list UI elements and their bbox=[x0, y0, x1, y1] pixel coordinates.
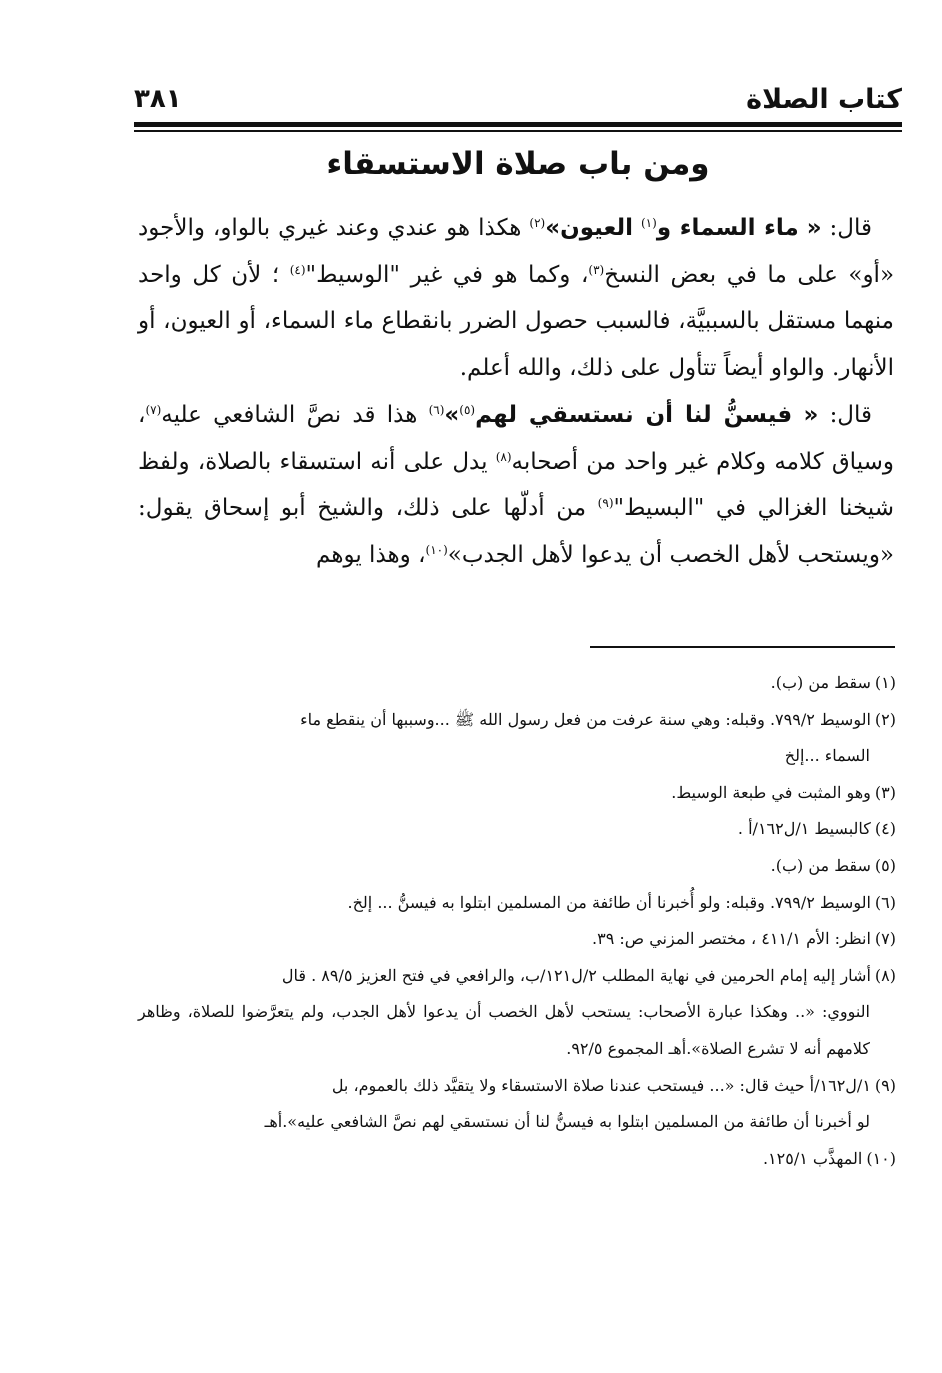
footnote-number: (٧) bbox=[874, 929, 896, 949]
footnote bbox=[138, 958, 896, 995]
header-rule-thin bbox=[134, 130, 902, 132]
footnote-continuation: لو أخبرنا أن طائفة من المسلمين ابتلوا به فيسنُّ لنا أن نستسقي لهم نصَّ الشافعي عليه».أهـ bbox=[264, 1112, 870, 1132]
book-title: كتاب الصلاة bbox=[746, 84, 902, 115]
quote-open: « bbox=[803, 401, 819, 428]
footnote bbox=[138, 702, 896, 739]
footnote-text: الوسيط ٧٩٩/٢. وقبله: وهي سنة عرفت من فعل رسول الله ﷺ ...وسببها أن ينقطع ماء bbox=[300, 709, 871, 729]
text-segment: ، وكما هو في غير "الوسيط" bbox=[305, 261, 589, 288]
footnote bbox=[138, 811, 896, 848]
qal-label: قال: bbox=[829, 215, 873, 241]
header-rule-thick bbox=[134, 122, 902, 127]
footnote-text: أشار إليه إمام الحرمين في نهاية المطلب ٢/ل١٢١/ب، والرافعي في فتح العزيز ٨٩/٥ . قال bbox=[281, 965, 871, 985]
quoted-phrase-2: العيون» bbox=[545, 215, 634, 241]
text-segment: يدل على أنه استسقاء بالصلاة، ولفظ شيخنا الغزالي في "البسيط" bbox=[138, 448, 895, 522]
quote-open: « bbox=[806, 215, 822, 241]
footnote bbox=[138, 665, 896, 702]
footnote-number: (٣) bbox=[874, 782, 896, 802]
page-number: ٣٨١ bbox=[134, 84, 182, 114]
footnote-number: (٩) bbox=[874, 1075, 896, 1095]
running-header bbox=[134, 78, 902, 118]
footnote-text: المهذَّب ١٢٥/١. bbox=[762, 1148, 863, 1168]
footnote-marker-7: (٧) bbox=[145, 402, 162, 417]
footnote-text: الوسيط ٧٩٩/٢. وقبله: ولو أُخبرنا أن طائفة من المسلمين ابتلوا به فيسنُّ ... إلخ. bbox=[347, 892, 871, 912]
footnote-number: (١٠) bbox=[866, 1148, 896, 1168]
main-text bbox=[138, 205, 894, 579]
paragraph-1 bbox=[138, 205, 894, 392]
footnote-number: (٥) bbox=[874, 855, 896, 875]
footnote bbox=[138, 775, 896, 812]
footnote-text: وهو المثبت في طبعة الوسيط. bbox=[671, 782, 871, 802]
footnote-continuation: السماء ...إلخ bbox=[784, 746, 870, 766]
quote-close: » bbox=[444, 401, 460, 428]
footnote bbox=[138, 1141, 896, 1178]
footnote bbox=[138, 885, 896, 922]
footnote-marker-3: (٣) bbox=[588, 262, 605, 277]
footnote-divider bbox=[590, 646, 895, 648]
footnote-number: (٤) bbox=[874, 819, 896, 839]
footnote-marker-10: (١٠) bbox=[425, 542, 448, 557]
paragraph-2 bbox=[138, 392, 894, 579]
footnote-text: كالبسيط ١/ل١٦٢/أ . bbox=[737, 819, 871, 839]
footnote-number: (٨) bbox=[874, 965, 896, 985]
footnote-marker-4: (٤) bbox=[289, 262, 306, 277]
footnote-marker-9: (٩) bbox=[597, 496, 614, 511]
footnote bbox=[138, 1068, 896, 1105]
footnote bbox=[138, 848, 896, 885]
chapter-title: ومن باب صلاة الاستسقاء bbox=[326, 146, 710, 182]
quoted-phrase: فيسنُّ لنا أن نستسقي لهم bbox=[475, 401, 793, 428]
text-segment: هذا قد نصَّ الشافعي عليه bbox=[161, 401, 418, 428]
footnote-text: سقط من (ب). bbox=[770, 855, 871, 875]
footnote-text: انظر: الأم ٤١١/١ ، مختصر المزني ص: ٣٩. bbox=[592, 929, 871, 949]
footnote-number: (٢) bbox=[874, 709, 896, 729]
text-segment: من أدلّها على ذلك، والشيخ أبو إسحاق يقول: «ويستحب لأهل الخصب أن يدعوا لأهل الجدب» bbox=[138, 495, 894, 568]
footnote-continuation: النووي: «.. وهكذا عبارة الأصحاب: يستحب لأهل الخصب أن يدعوا لأهل الجدب، ولم يتعرَّضوا للصلاة، وظاهر كلامهم أنه لا تشرع الصلاة».أهـ المجموع ٩٢/٥. bbox=[138, 1002, 871, 1058]
footnote-text: سقط من (ب). bbox=[770, 673, 871, 692]
text-segment: ، وسياق كلامه وكلام غير واحد من أصحابه bbox=[138, 401, 895, 475]
footnote-number: (١) bbox=[874, 673, 896, 692]
footnote-number: (٦) bbox=[874, 892, 896, 912]
footnote bbox=[138, 921, 896, 958]
footnote-marker-1: (١) bbox=[640, 216, 657, 230]
qal-label: قال: bbox=[829, 401, 873, 428]
footnotes bbox=[138, 665, 896, 1177]
text-segment: ؛ لأن كل واحد منهما مستقل بالسببيَّة، فالسبب حصول الضرر بانقطاع ماء السماء، أو العيون، أو الأنهار. والواو أيضاً تتأول على ذلك، والله أعلم. bbox=[138, 261, 894, 382]
text-segment: هكذا هو عندي وعند غيري بالواو، والأجود «أو» على ما في بعض النسخ bbox=[138, 215, 895, 288]
footnote-text: ١/ل١٦٢/أ حيث قال: «... فيستحب عندنا صلاة الاستسقاء ولا يتقيَّد ذلك بالعموم، بل bbox=[331, 1075, 871, 1095]
footnote-marker-8: (٨) bbox=[495, 449, 512, 464]
footnote-marker-6: (٦) bbox=[428, 402, 445, 417]
footnote-marker-5: (٥) bbox=[459, 402, 476, 417]
quoted-phrase-1: ماء السماء و bbox=[656, 215, 799, 241]
text-segment: ، وهذا يوهم bbox=[316, 541, 426, 568]
footnote-marker-2: (٢) bbox=[529, 216, 546, 230]
